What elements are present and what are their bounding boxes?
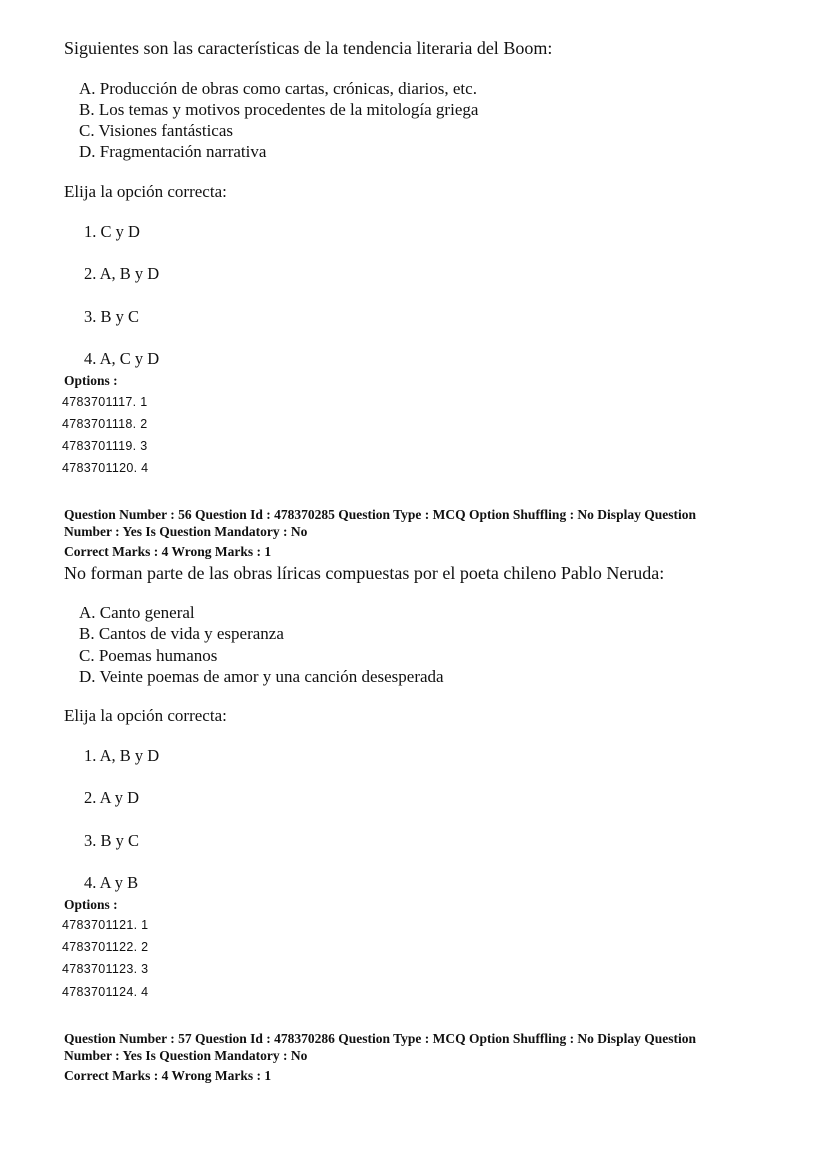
question-55-stem: Siguientes son las características de la tendencia literaria del Boom: [64, 38, 553, 58]
question-56-marks: Correct Marks : 4 Wrong Marks : 1 [64, 544, 272, 559]
question-56-item-b: B. Cantos de vida y esperanza [79, 624, 284, 643]
question-56-option-id-4: 4783701124. 4 [62, 985, 149, 999]
question-56-item-d: D. Veinte poemas de amor y una canción desesperada [79, 667, 444, 686]
question-56-choice-1: 1. A, B y D [84, 746, 160, 765]
question-55-item-a: A. Producción de obras como cartas, crónicas, diarios, etc. [79, 79, 477, 98]
question-56-stem: No forman parte de las obras líricas compuestas por el poeta chileno Pablo Neruda: [64, 563, 665, 583]
question-57-marks: Correct Marks : 4 Wrong Marks : 1 [64, 1068, 272, 1083]
question-55-option-id-3: 4783701119. 3 [62, 439, 148, 453]
question-57-header-line2: Number : Yes Is Question Mandatory : No [64, 1048, 308, 1063]
question-55-choice-1: 1. C y D [84, 222, 140, 241]
question-55-choice-4: 4. A, C y D [84, 349, 160, 368]
question-55-option-id-2: 4783701118. 2 [62, 417, 148, 431]
question-55-choice-2: 2. A, B y D [84, 264, 160, 283]
question-56-choice-2: 2. A y D [84, 788, 140, 807]
question-56-prompt: Elija la opción correcta: [64, 706, 227, 725]
question-55-option-id-1: 4783701117. 1 [62, 395, 148, 409]
question-55-choice-3: 3. B y C [84, 307, 140, 326]
question-56-option-id-1: 4783701121. 1 [62, 918, 149, 932]
question-56-item-c: C. Poemas humanos [79, 646, 218, 665]
question-57-header-line1: Question Number : 57 Question Id : 478370286 Question Type : MCQ Option Shuffling : No Display Question [64, 1031, 696, 1046]
question-56-options-label: Options : [64, 897, 118, 912]
question-55-options-label: Options : [64, 373, 118, 388]
question-55-prompt: Elija la opción correcta: [64, 182, 227, 201]
question-55-item-b: B. Los temas y motivos procedentes de la mitología griega [79, 100, 479, 119]
question-56-header-line1: Question Number : 56 Question Id : 478370285 Question Type : MCQ Option Shuffling : No Display Question [64, 507, 696, 522]
question-55-option-id-4: 4783701120. 4 [62, 461, 149, 475]
question-56-option-id-3: 4783701123. 3 [62, 962, 149, 976]
question-55-item-d: D. Fragmentación narrativa [79, 142, 267, 161]
question-56-header-line2: Number : Yes Is Question Mandatory : No [64, 524, 308, 539]
question-55-item-c: C. Visiones fantásticas [79, 121, 234, 140]
question-56-option-id-2: 4783701122. 2 [62, 940, 149, 954]
question-56-item-a: A. Canto general [79, 603, 195, 622]
question-56-choice-3: 3. B y C [84, 831, 140, 850]
question-56-choice-4: 4. A y B [84, 873, 139, 892]
